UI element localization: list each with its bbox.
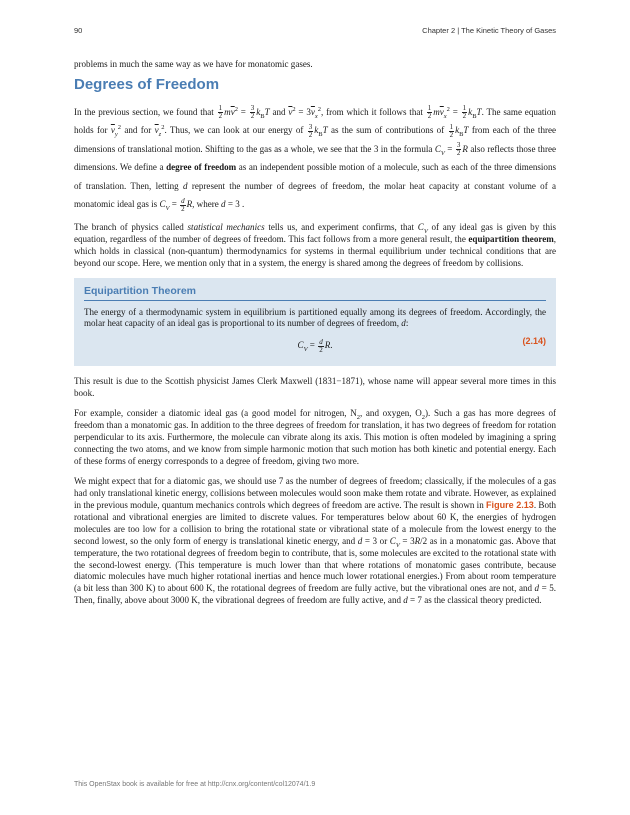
equation-cv: $C_V$	[417, 221, 428, 235]
equation-cv-3r2: $C_V = 3R/2$	[389, 535, 428, 549]
equation-cv-3-2: $C_V$ = $\frac{3}{2}$ R	[434, 141, 468, 158]
paragraph-quantum: We might expect that for a diatomic gas, we should use 7 as the number of degrees of freedom; classically, if the molecules of a gas had only translational kinetic energy, collisions between molecules would soon make them rotate and vibrate. However, as explained in the previous module, quantum mechanics controls which degrees of freedom are active. The result is shown in Figure 2.13. Both rotational and vibrational energies are limited to discrete values. For temperatures below about 60 K, the energies of hydrogen molecules are too low for a collision to bring the rotational state or vibrational state of a molecule from the lowest energy to the second lowest, so the only form of energy is translational kinetic energy, and d = 3 or $C_V = 3R/2$ as in a monatomic gas. Above that temperature, the two rotational degrees of freedom begin to contribute, that is, some molecules are excited to the rotational state with the second-lowest energy. (This temperature is much lower than that where rotations of monatomic gases contribute, because diatomic molecules have much higher rotational inertias and hence much lower rotational energies.) From about room temperature (a bit less than 300 K) to about 600 K, the rotational degrees of freedom are fully active, but the vibrational ones are not, and d = 5. Then, finally, above about 3000 K, the vibrational degrees of freedom are fully active, and d = 7 as the classical theory predicted.	[74, 475, 557, 606]
formula-n2: $N_2$,	[350, 408, 363, 422]
equation-x-component: $\frac{1}{2}$ $m\overline{v}_x^2$ = $\frac{1}{2}$ $k_BT$	[427, 104, 482, 121]
equation-cv-d-2: $C_V$ = $\frac{d}{2}$ R,	[159, 196, 195, 213]
term-degree-of-freedom: degree of freedom	[166, 162, 237, 173]
equation-vy: $\overline{v}_y^2$	[110, 124, 121, 139]
equation-vz: $\overline{v}_z^2$	[154, 124, 165, 139]
running-header: Chapter 2 | The Kinetic Theory of Gases	[422, 26, 556, 35]
equation-kinetic-energy: $\frac{1}{2}$ $m\overline{v}^2$ = $\frac{3}{2}$ $k_BT$	[218, 104, 270, 121]
paragraph-diatomic: For example, consider a diatomic ideal gas (a good model for nitrogen, $N_2$, and oxygen, $O_2$). Such a gas has more degrees of freedom than a monatomic gas. In addition to the three degrees of freedom for translation, it has two degrees of freedom for rotation perpendicular to its axis. Furthermore, the molecule can vibrate along its axis. This motion is often modeled by imagining a spring connecting the two atoms, and we know from simple harmonic motion that such motion has both kinetic and potential energy. Each of these forms of energy corresponds to a degree of freedom, giving two more.	[74, 408, 556, 467]
page-footer: This OpenStax book is available for free at http://cnx.org/content/col12074/1.9	[74, 781, 316, 788]
equation-v2: $\overline{v}^2 = 3\overline{v}_x^2$	[288, 105, 322, 120]
theorem-text: The energy of a thermodynamic system in equilibrium is partitioned equally among its degrees of freedom. Accordingly, the molar heat capacity of an ideal gas is proportional to its number of degrees of freedom, d:	[84, 306, 546, 329]
page-content	[74, 59, 556, 615]
theorem-title: Equipartition Theorem	[84, 285, 546, 301]
theorem-box	[74, 278, 556, 367]
equation-number: (2.14)	[522, 336, 546, 347]
equation-d-7: d = 7	[403, 595, 422, 606]
section-title: Degrees of Freedom	[74, 75, 220, 93]
equation-d-3: d = 3 .	[221, 199, 245, 210]
equation-d-5: d = 5	[534, 583, 554, 594]
equation-energy: $\frac{3}{2}$ $k_BT$	[308, 122, 328, 139]
figure-link[interactable]: Figure 2.13	[486, 499, 534, 510]
paragraph-degrees-intro: In the previous section, we found that $\frac{1}{2}$ $m\overline{v}^2$ = $\frac{3}{2}$ $k_BT$ and $\overline{v}^2 = 3\overline{v}_x^2$, from which it follows that $\frac{1}{2}$ $m\overline{v}_x^2$ = $\frac{1}{2}$ $k_BT$. The same equation holds for $\overline{v}_y^2$ and for $\overline{v}_z^2$. Thus, we can look at our energy of $\frac{3}{2}$ $k_BT$ as the sum of contributions of $\frac{1}{2}$ $k_BT$ from each of the three dimensions of translational motion. Shifting to the gas as a whole, we see that the 3 in the formula $C_V$ = $\frac{3}{2}$ R also reflects those three dimensions. We define a degree of freedom as an independent possible motion of a molecule, such as each of the three dimensions of translation. Then, letting d represent the number of degrees of freedom, the molar heat capacity at constant volume of a monatomic ideal gas is $C_V$ = $\frac{d}{2}$ R, where d = 3 .	[74, 104, 557, 213]
intro-line: problems in much the same way as we have for monatomic gases.	[74, 59, 313, 69]
page-number: 90	[74, 26, 83, 35]
paragraph-maxwell: This result is due to the Scottish physicist James Clerk Maxwell (1831−1871), whose name will appear several more times in this book.	[74, 376, 556, 399]
theorem-equation	[84, 334, 546, 356]
equation-d-3b: d = 3	[357, 535, 378, 546]
paragraph-statistical-mechanics: The branch of physics called statistical mechanics tells us, and experiment confirms, that $C_V$ of any ideal gas is given by this equation, regardless of the number of degrees of freedom. This fact follows from a more general result, the equipartition theorem, which holds in classical (non-quantum) thermodynamics for systems in thermal equilibrium under technical conditions that are beyond our scope. Here, we mention only that in a system, the energy is shared among the degrees of freedom by collisions.	[74, 221, 557, 268]
term-equipartition-theorem: equipartition theorem	[468, 233, 554, 244]
formula-o2: $O_2$	[415, 408, 426, 422]
equation-2-14: $C_V$ = $\frac{d}{2}$ R.	[297, 337, 333, 354]
equation-half-kt: $\frac{1}{2}$ $k_BT$	[449, 122, 469, 139]
